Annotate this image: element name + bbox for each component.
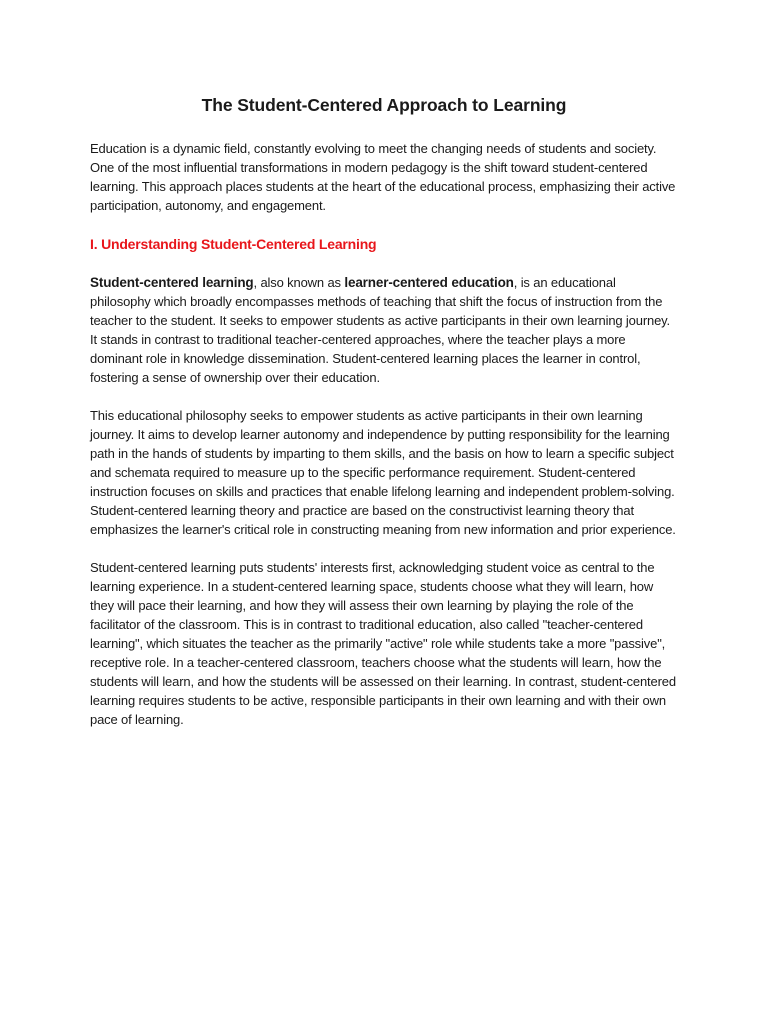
spacer xyxy=(90,387,678,406)
paragraph-text: , is an educational philosophy which broadly encompasses methods of teaching that shift the focus of instruction from the teacher to the student. It seeks to empower students as active participants in their own learning journey. It stands in contrast to traditional teacher-centered approaches, where the teacher plays a more dominant role in knowledge dissemination. Student-centered learning places the learner in control, fostering a sense of ownership over their education. xyxy=(90,275,671,385)
spacer xyxy=(90,539,678,558)
spacer xyxy=(90,215,678,234)
section-paragraph-3: Student-centered learning puts students' interests first, acknowledging student voice as central to the learning experience. In a student-centered learning space, students choose what they will learn, how they will pace their learning, and how they will assess their own learning by playing the role of the facilitator of the classroom. This is in contrast to traditional education, also called "teacher-centered learning", which situates the teacher as the primarily "active" role while students take a more "passive", receptive role. In a teacher-centered classroom, teachers choose what the students will learn, how the students will learn, and how the students will be assessed on their learning. In contrast, student-centered learning requires students to be active, responsible participants in their own learning and with their own pace of learning. xyxy=(90,560,676,727)
spacer xyxy=(90,254,678,273)
section-paragraph-1 xyxy=(90,273,678,387)
paragraph-text: , also known as xyxy=(253,275,345,290)
bold-term-learner-centered: learner-centered education xyxy=(344,275,514,290)
section-heading: I. Understanding Student-Centered Learning xyxy=(90,236,377,252)
section-paragraph-2: This educational philosophy seeks to empower students as active participants in their own learning journey. It aims to develop learner autonomy and independence by putting responsibility for the learning path in the hands of students by imparting to them skills, and the basis on how to learn a specific subject and schemata required to measure up to the specific performance requirement. Student-centered instruction focuses on skills and practices that enable lifelong learning and independent problem-solving. Student-centered learning theory and practice are based on the constructivist learning theory that emphasizes the learner's critical role in constructing meaning from new information and prior experience. xyxy=(90,408,676,537)
document-body xyxy=(90,93,678,729)
document-title: The Student-Centered Approach to Learning xyxy=(201,95,567,115)
bold-term-student-centered: Student-centered learning xyxy=(90,275,254,290)
intro-paragraph: Education is a dynamic field, constantly evolving to meet the changing needs of students and society. One of the most influential transformations in modern pedagogy is the shift toward student-centered learning. This approach places students at the heart of the educational process, emphasizing their active participation, autonomy, and engagement. xyxy=(90,141,676,213)
